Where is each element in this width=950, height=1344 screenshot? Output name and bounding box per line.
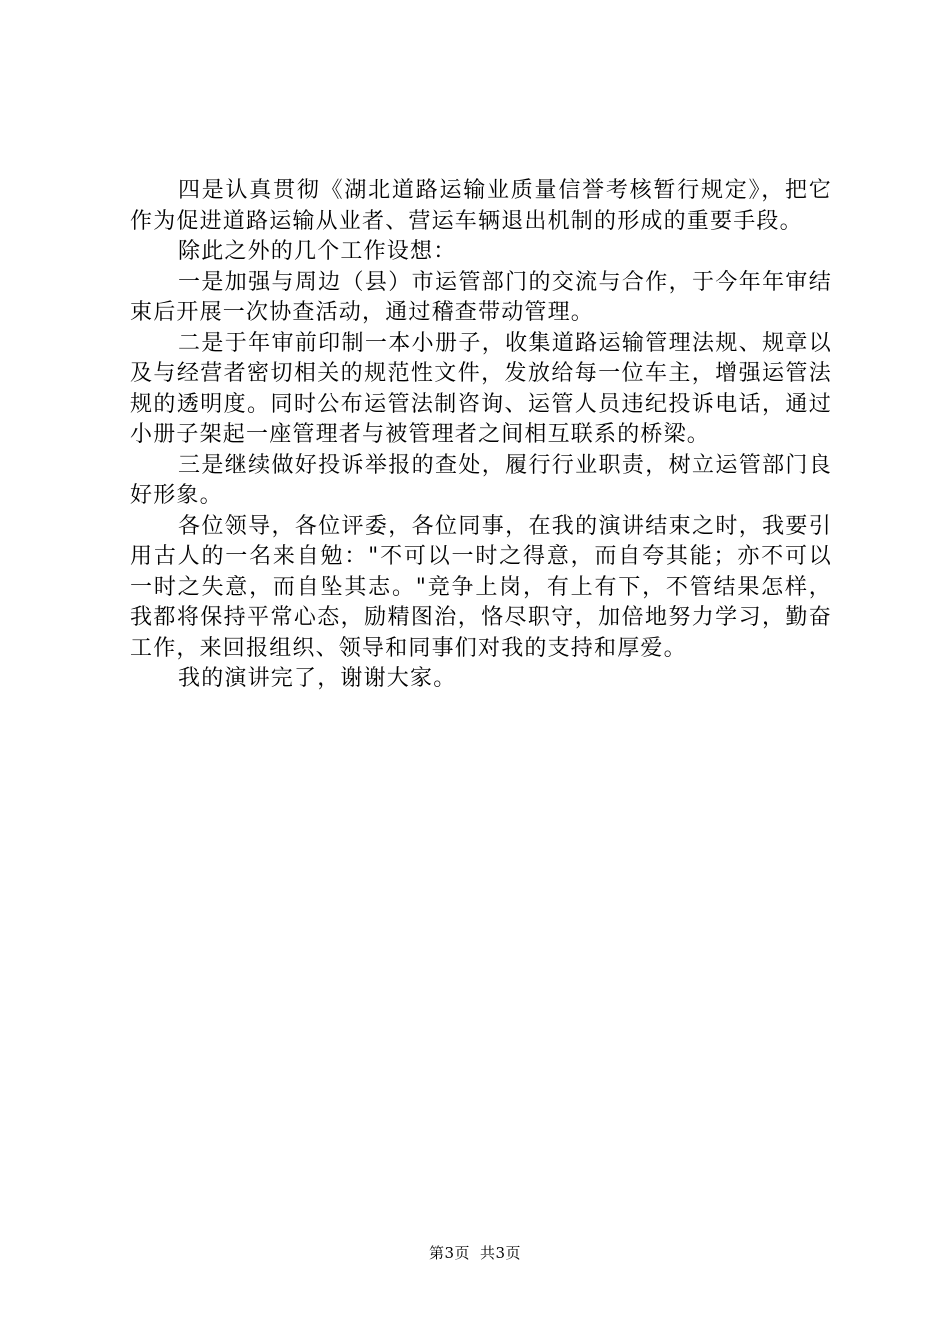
page-footer: [0, 1243, 950, 1263]
document-body: [130, 176, 832, 695]
paragraph-point-four: 四是认真贯彻《湖北道路运输业质量信誉考核暂行规定》，把它作为促进道路运输从业者、营运车辆退出机制的形成的重要手段。: [130, 178, 832, 234]
paragraph-idea-one: 一是加强与周边（县）市运管部门的交流与合作，于今年年审结束后开展一次协查活动，通过稽查带动管理。: [130, 269, 832, 325]
page-number-current: 第3页: [428, 1244, 470, 1262]
paragraph-idea-two: 二是于年审前印制一本小册子，收集道路运输管理法规、规章以及与经营者密切相关的规范性文件，发放给每一位车主，增强运管法规的透明度。同时公布运管法制咨询、运管人员违纪投诉电话，通过小册子架起一座管理者与被管理者之间相互联系的桥梁。: [130, 330, 832, 447]
paragraph-thanks: 我的演讲完了，谢谢大家。: [178, 666, 457, 691]
page-number-total: 共3页: [480, 1244, 522, 1262]
paragraph-other-ideas-heading: 除此之外的几个工作设想：: [178, 239, 457, 264]
paragraph-closing-remarks: 各位领导，各位评委，各位同事，在我的演讲结束之时，我要引用古人的一名来自勉："不可以一时之得意，而自夸其能；亦不可以一时之失意，而自坠其志。"竞争上岗，有上有下，不管结果怎样，我都将保持平常心态，励精图治，恪尽职守，加倍地努力学习，勤奋工作，来回报组织、领导和同事们对我的支持和厚爱。: [130, 513, 832, 661]
paragraph-idea-three: 三是继续做好投诉举报的查处，履行行业职责，树立运管部门良好形象。: [130, 452, 832, 508]
